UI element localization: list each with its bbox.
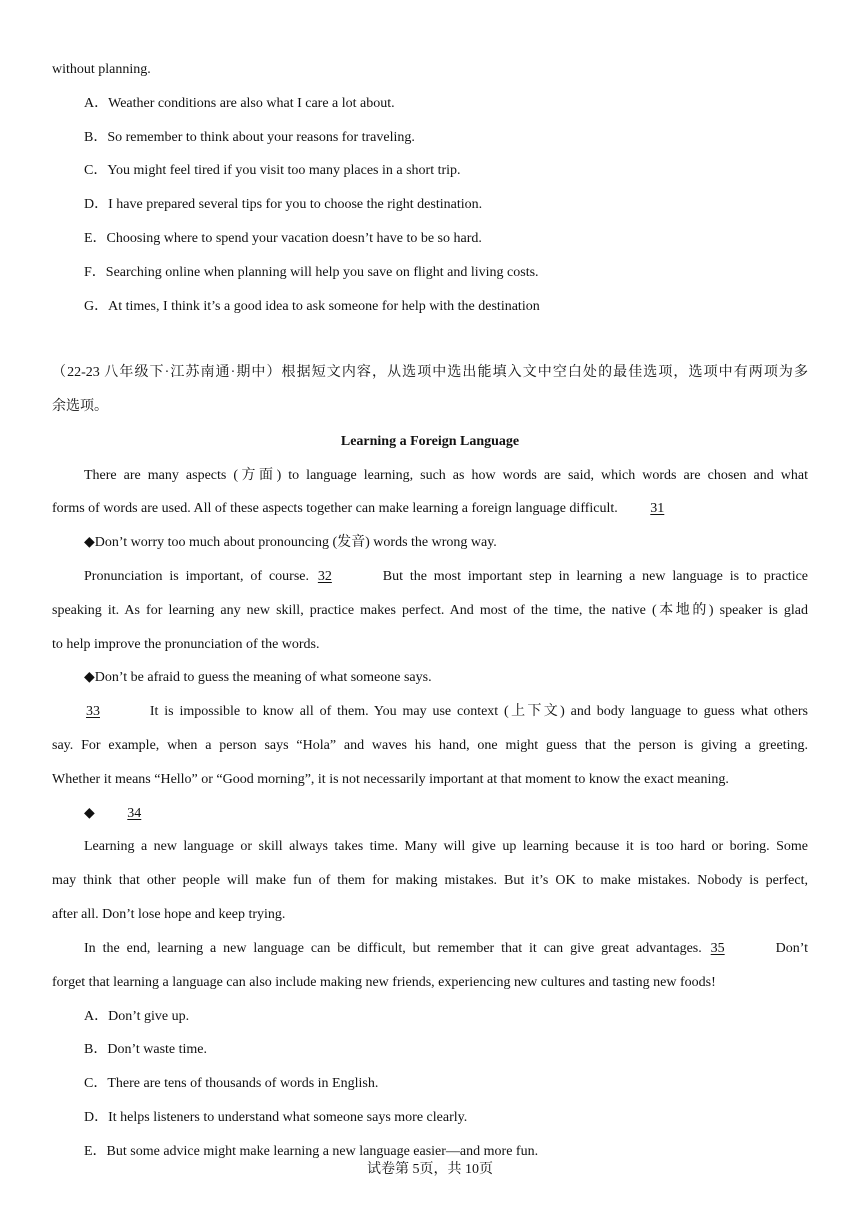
paragraph-2-line-1: Pronunciation is important, of course. 32 But the most important step in learning a new language is to practice [84, 567, 808, 587]
paragraph-5-line-1: In the end, learning a new language can be difficult, but remember that it can give great advantages. 35 Don’t [84, 939, 808, 959]
option-a: A．Don’t give up. [84, 1009, 190, 1024]
prev-option-a: A．Weather conditions are also what I care a lot about. [84, 96, 395, 111]
paragraph-1-line-1: There are many aspects (方面) to language learning, such as how words are said, which words are chosen and what [84, 468, 808, 483]
paragraph-3-line-3: Whether it means “Hello” or “Good morning”, it is not necessarily important at that moment to know the exact meaning. [52, 772, 729, 787]
option-e: E．But some advice might make learning a new language easier—and more fun. [84, 1144, 539, 1159]
paragraph-5-line-2: forget that learning a language can also include making new friends, experiencing new cultures and tasting new foods! [52, 975, 716, 990]
page-footer: 试卷第 5页，共 10页 [367, 1162, 493, 1177]
paragraph-4-line-2: may think that other people will make fun of them for making mistakes. But it’s OK to make mistakes. Nobody is perfect, [52, 873, 808, 888]
question-instruction-line1: （22-23 八年级下·江苏南通·期中）根据短文内容，从选项中选出能填入文中空白处的最佳选项，选项中有两项为多 [52, 365, 808, 380]
paragraph-4-line-1: Learning a new language or skill always takes time. Many will give up learning because it is too hard or boring. Some [84, 839, 808, 854]
paragraph-2-line-3: to help improve the pronunciation of the words. [52, 637, 320, 652]
paragraph-4-line-3: after all. Don’t lose hope and keep trying. [52, 907, 286, 922]
heading-blank-34: ◆ 34 [84, 804, 164, 824]
option-b: B．Don’t waste time. [84, 1042, 208, 1057]
blank-34: 34 [127, 806, 142, 821]
prev-option-d: D．I have prepared several tips for you to choose the right destination. [84, 197, 483, 212]
paragraph-3-line-1: 33 It is impossible to know all of them. You may use context (上下文) and body language to guess what others [84, 702, 808, 722]
paragraph-3-line-2: say. For example, when a person says “Hola” and waves his hand, one might guess that the person is giving a greeting. [52, 738, 808, 753]
heading-guess-meaning: ◆Don’t be afraid to guess the meaning of what someone says. [84, 670, 432, 685]
paragraph-1-line-2: forms of words are used. All of these aspects together can make learning a foreign language difficult. 31 [52, 499, 687, 519]
blank-32: 32 [317, 569, 332, 584]
option-c: C．There are tens of thousands of words in English. [84, 1076, 379, 1091]
option-d: D．It helps listeners to understand what someone says more clearly. [84, 1110, 468, 1125]
blank-33: 33 [86, 704, 100, 719]
question-instruction-line2: 余选项。 [52, 399, 108, 414]
passage-title: Learning a Foreign Language [340, 434, 520, 449]
paragraph-2-line-2: speaking it. As for learning any new skill, practice makes perfect. And most of the time, the native (本地的) speaker is glad [52, 603, 808, 618]
prev-option-f: F．Searching online when planning will help you save on flight and living costs. [84, 265, 539, 280]
blank-35: 35 [710, 941, 725, 956]
prev-option-e: E．Choosing where to spend your vacation doesn’t have to be so hard. [84, 231, 482, 246]
prev-option-b: B．So remember to think about your reasons for traveling. [84, 130, 415, 145]
prev-option-g: G．At times, I think it’s a good idea to ask someone for help with the destination [84, 299, 540, 314]
blank-31: 31 [650, 501, 665, 516]
prev-option-c: C．You might feel tired if you visit too many places in a short trip. [84, 163, 461, 178]
heading-pronunciation: ◆Don’t worry too much about pronouncing (发音) words the wrong way. [84, 535, 497, 550]
previous-passage-tail: without planning. [52, 62, 151, 77]
